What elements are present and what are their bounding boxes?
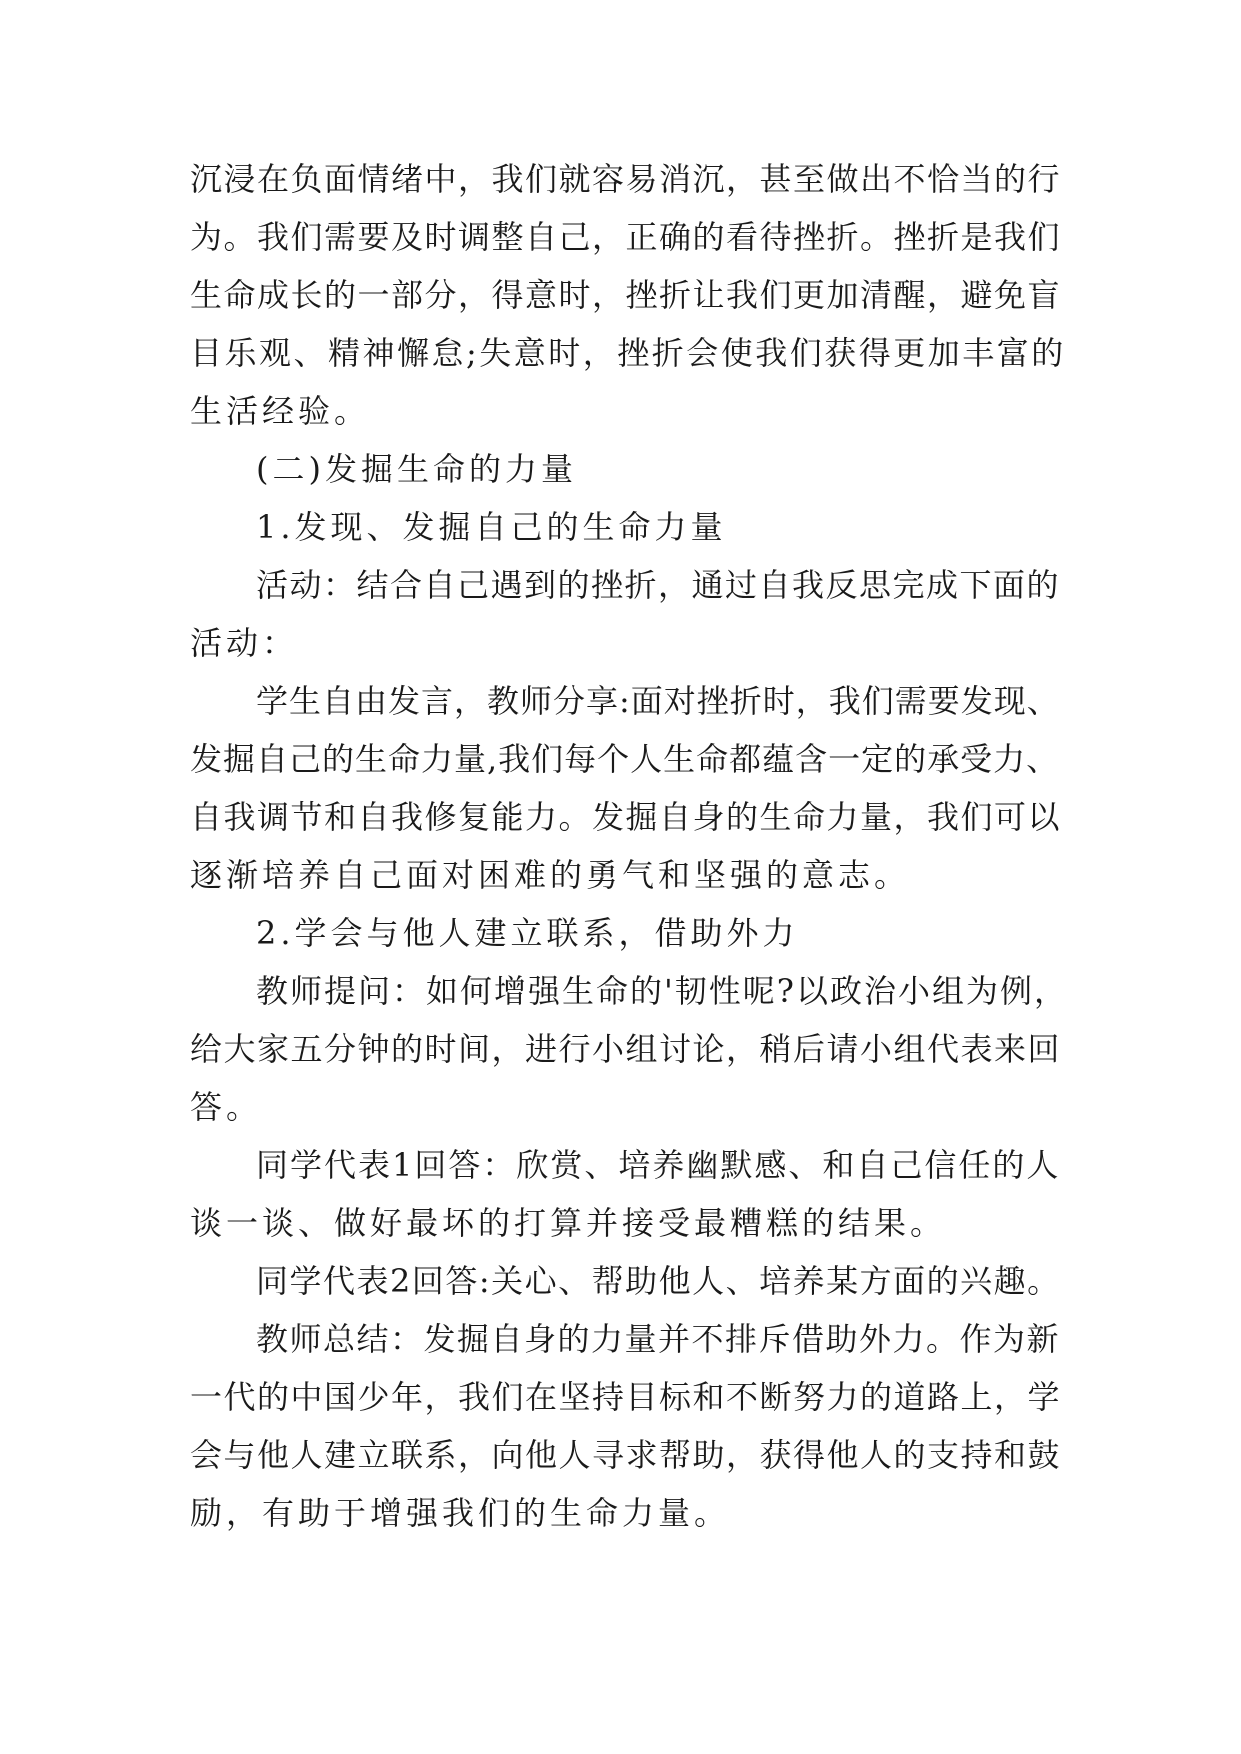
text-line: 生命成长的一部分，得意时，挫折让我们更加清醒，避免盲	[190, 276, 1062, 314]
text-line: 学生自由发言，教师分享:面对挫折时，我们需要发现、	[256, 682, 1060, 720]
text-line: 教师总结：发掘自身的力量并不排斥借助外力。作为新	[256, 1320, 1061, 1358]
text-line: 同学代表1回答：欣赏、培养幽默感、和自己信任的人	[256, 1146, 1061, 1184]
text-line: 为。我们需要及时调整自己，正确的看待挫折。挫折是我们	[190, 218, 1062, 256]
subsection-heading: 2.学会与他人建立联系，借助外力	[256, 914, 799, 952]
text-line: 发掘自己的生命力量,我们每个人生命都蕴含一定的承受力、	[190, 740, 1060, 778]
text-line: 目乐观、精神懈怠;失意时，挫折会使我们获得更加丰富的	[190, 334, 1066, 372]
text-line: 自我调节和自我修复能力。发掘自身的生命力量，我们可以	[190, 798, 1062, 836]
text-line: 谈一谈、做好最坏的打算并接受最糟糕的结果。	[190, 1204, 947, 1242]
text-line: 活动：结合自己遇到的挫折，通过自我反思完成下面的	[256, 566, 1061, 604]
subsection-heading: 1.发现、发掘自己的生命力量	[256, 508, 727, 546]
text-line: 沉浸在负面情绪中，我们就容易消沉，甚至做出不恰当的行	[190, 160, 1062, 198]
text-line: 给大家五分钟的时间，进行小组讨论，稍后请小组代表来回	[190, 1030, 1062, 1068]
text-line: 一代的中国少年，我们在坚持目标和不断努力的道路上，学	[190, 1378, 1062, 1416]
text-line: 答。	[190, 1088, 263, 1126]
text-line: 会与他人建立联系，向他人寻求帮助，获得他人的支持和鼓	[190, 1436, 1062, 1474]
text-line: 活动：	[190, 624, 299, 662]
text-line: 逐渐培养自己面对困难的勇气和坚强的意志。	[190, 856, 911, 894]
document-body	[190, 150, 1070, 1542]
text-line: 教师提问：如何增强生命的'韧性呢?以政治小组为例，	[256, 972, 1068, 1010]
text-line: 生活经验。	[190, 392, 371, 430]
text-line: 励，有助于增强我们的生命力量。	[190, 1494, 731, 1532]
text-line: 同学代表2回答:关心、帮助他人、培养某方面的兴趣。	[256, 1262, 1061, 1300]
section-heading: (二)发掘生命的力量	[256, 450, 577, 488]
